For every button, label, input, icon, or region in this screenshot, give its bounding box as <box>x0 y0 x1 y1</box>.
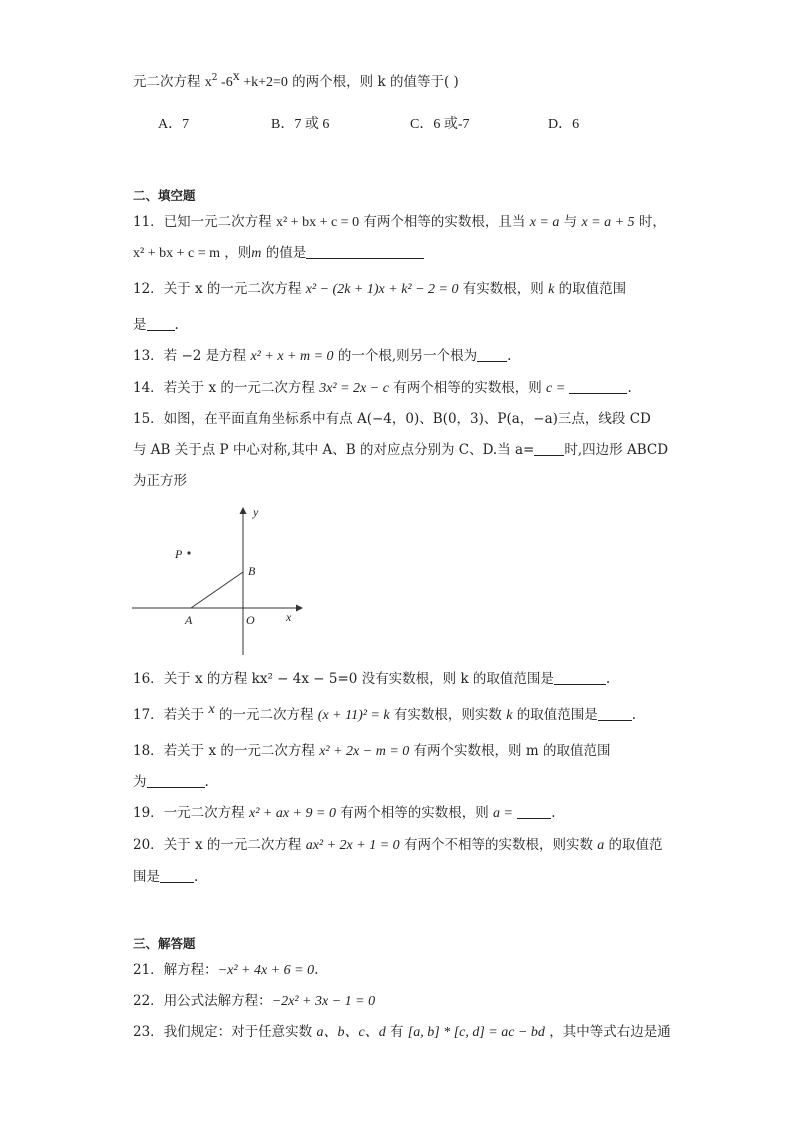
question-11-line-2: x² + bx + c = m ，则m 的值是 <box>133 243 424 263</box>
question-15: 15．如图，在平面直角坐标系中有点 A(−4，0)、B(0，3)、P(a，−a)三点，线段 CD <box>133 411 651 427</box>
question-18: 18．若关于 x 的一元二次方程 x² + 2x − m = 0 有两个实数根，则 m 的取值范围 <box>133 743 611 759</box>
question-16: 16．关于 x 的方程 kx² − 4x − 5=0 没有实数根，则 k 的取值范围是 . <box>133 671 611 687</box>
question-23: 23．我们规定：对于任意实数 a、b、c、d 有 [a, b] * [c, d] = ac − bd ，其中等式右边是通 <box>133 1024 671 1040</box>
answer-blank[interactable] <box>147 316 175 331</box>
choice-b: B．7 或 6 <box>271 117 330 132</box>
answer-blank[interactable] <box>477 347 507 362</box>
answer-blank[interactable] <box>554 670 606 685</box>
section-solve-heading: 三、解答题 <box>133 936 196 951</box>
question-11: 11．已知一元二次方程 x² + bx + c = 0 有两个相等的实数根，且当 x = a 与 x = a + 5 时， <box>133 214 666 230</box>
coordinate-figure <box>128 500 308 660</box>
math: x <box>204 75 212 90</box>
question-20: 20．关于 x 的一元二次方程 ax² + 2x + 1 = 0 有两个不相等的实数根，则实数 a 的取值范 <box>133 837 663 853</box>
point-p <box>187 551 190 554</box>
point-b-label: B <box>248 564 256 578</box>
x-axis-arrow <box>296 605 303 612</box>
answer-blank[interactable] <box>306 244 424 259</box>
question-10: 元二次方程 $x^2$ $-6^x +k+2=0$ 的两个根，则 k 的值等于( ) <box>133 69 459 90</box>
choice-d: D．6 <box>548 117 580 132</box>
question-12: 12．关于 x 的一元二次方程 x² − (2k + 1)x + k² − 2 = 0 有实数根，则 k 的取值范围 <box>133 281 627 297</box>
question-19: 19．一元二次方程 x² + ax + 9 = 0 有两个相等的实数根，则 a = . <box>133 805 556 821</box>
question-13: 13．若 −2 是方程 x² + x + m = 0 的一个根,则另一个根为 . <box>133 348 512 364</box>
question-14: 14．若关于 x 的一元二次方程 3x² = 2x − c 有两个相等的实数根，则 c = . <box>133 380 632 396</box>
section-fill-heading: 二、填空题 <box>133 188 196 203</box>
y-axis-label: y <box>253 505 259 519</box>
answer-blank[interactable] <box>517 804 551 819</box>
answer-blank[interactable] <box>147 773 205 788</box>
question-18-line-2: 为 . <box>133 774 209 790</box>
choice-c: C．6 或-7 <box>410 117 470 132</box>
answer-blank[interactable] <box>598 706 632 721</box>
question-20-line-2: 围是 . <box>133 869 199 885</box>
y-axis-arrow <box>240 507 247 514</box>
answer-blank[interactable] <box>534 441 564 456</box>
x-axis-label: x <box>286 610 292 624</box>
origin-label: O <box>246 613 255 627</box>
question-22: 22．用公式法解方程：−2x² + 3x − 1 = 0 <box>133 993 376 1009</box>
answer-blank[interactable] <box>569 379 627 394</box>
point-p-label: P <box>175 547 183 561</box>
choice-a: A．7 <box>158 117 190 132</box>
question-15-line-2: 与 AB 关于点 P 中心对称,其中 A、B 的对应点分别为 C、D.当 a= 时,四边形 ABCD <box>133 442 669 458</box>
question-21: 21．解方程：−x² + 4x + 6 = 0. <box>133 962 319 978</box>
question-12-line-2: 是 . <box>133 317 179 333</box>
point-a-label: A <box>185 613 193 627</box>
segment-ab <box>191 572 243 608</box>
answer-blank[interactable] <box>160 868 194 883</box>
math: x² + bx + c = 0 <box>275 215 360 230</box>
question-17: 17．若关于 $^x$ 的一元二次方程 (x + 11)² = k 有实数根，则实数 k 的取值范围是 . <box>133 702 637 723</box>
question-15-line-3: 为正方形 <box>133 473 187 489</box>
